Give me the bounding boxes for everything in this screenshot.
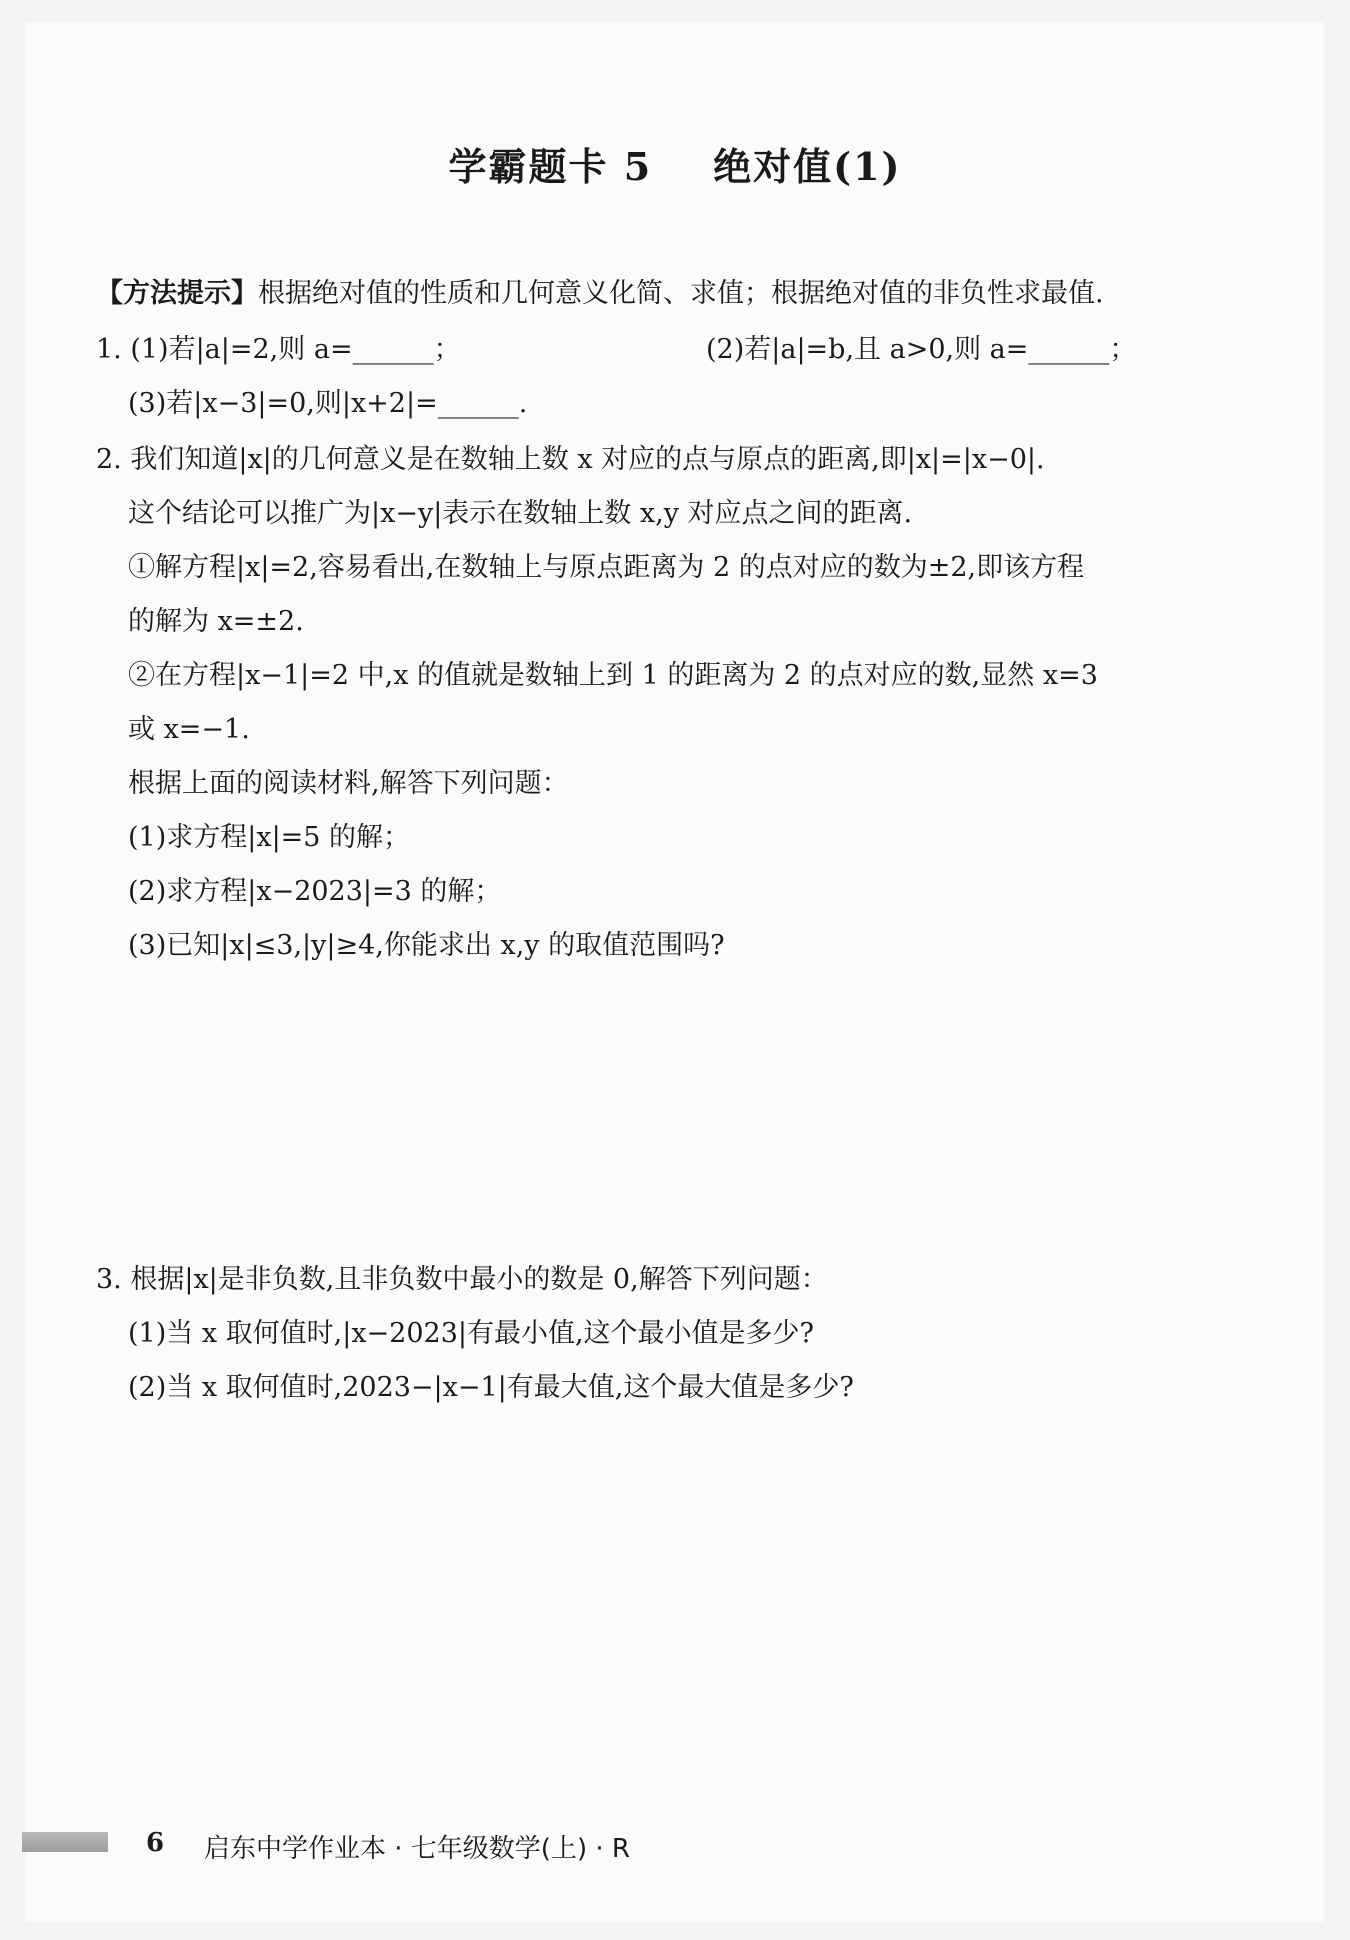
q2-sub1: (1)求方程|x|=5 的解； [128,822,411,853]
q2-line5: ②在方程|x−1|=2 中,x 的值就是数轴上到 1 的距离为 2 的点对应的数,显然 x=3 [128,660,1098,691]
q2-line6: 或 x=−1. [128,714,250,745]
page-number: 6 [146,1828,165,1858]
q3-line1: 3. 根据|x|是非负数,且非负数中最小的数是 0,解答下列问题： [96,1264,828,1295]
book-title: 启东中学作业本 · 七年级数学(上) · R [204,1834,630,1864]
method-tip-label: 【方法提示】 [96,278,258,309]
q2-sub2: (2)求方程|x−2023|=3 的解； [128,876,502,907]
q3-sub2: (2)当 x 取何值时,2023−|x−1|有最大值,这个最大值是多少? [128,1372,854,1403]
q2-sub3: (3)已知|x|≤3,|y|≥4,你能求出 x,y 的取值范围吗? [128,930,725,961]
q2-line1: 2. 我们知道|x|的几何意义是在数轴上数 x 对应的点与原点的距离,即|x|=|x−0|. [96,444,1045,475]
q2-line2: 这个结论可以推广为|x−y|表示在数轴上数 x,y 对应点之间的距离. [128,498,913,529]
q1-part1: 1. (1)若|a|=2,则 a=______； [96,334,461,365]
q1-part2: (2)若|a|=b,且 a>0,则 a=______； [706,334,1137,365]
footer-decor-bar [22,1832,108,1852]
q2-line7: 根据上面的阅读材料,解答下列问题： [128,768,569,799]
q1-part3: (3)若|x−3|=0,则|x+2|=______. [128,388,528,419]
method-tip [96,276,1104,312]
q2-line3: ①解方程|x|=2,容易看出,在数轴上与原点距离为 2 的点对应的数为±2,即该方程 [128,552,1085,583]
q2-line4: 的解为 x=±2. [128,606,304,637]
page-title: 学霸题卡 5 绝对值(1) [448,144,902,189]
q3-sub1: (1)当 x 取何值时,|x−2023|有最小值,这个最小值是多少? [128,1318,815,1349]
method-tip-text: 根据绝对值的性质和几何意义化简、求值；根据绝对值的非负性求最值. [258,278,1104,309]
